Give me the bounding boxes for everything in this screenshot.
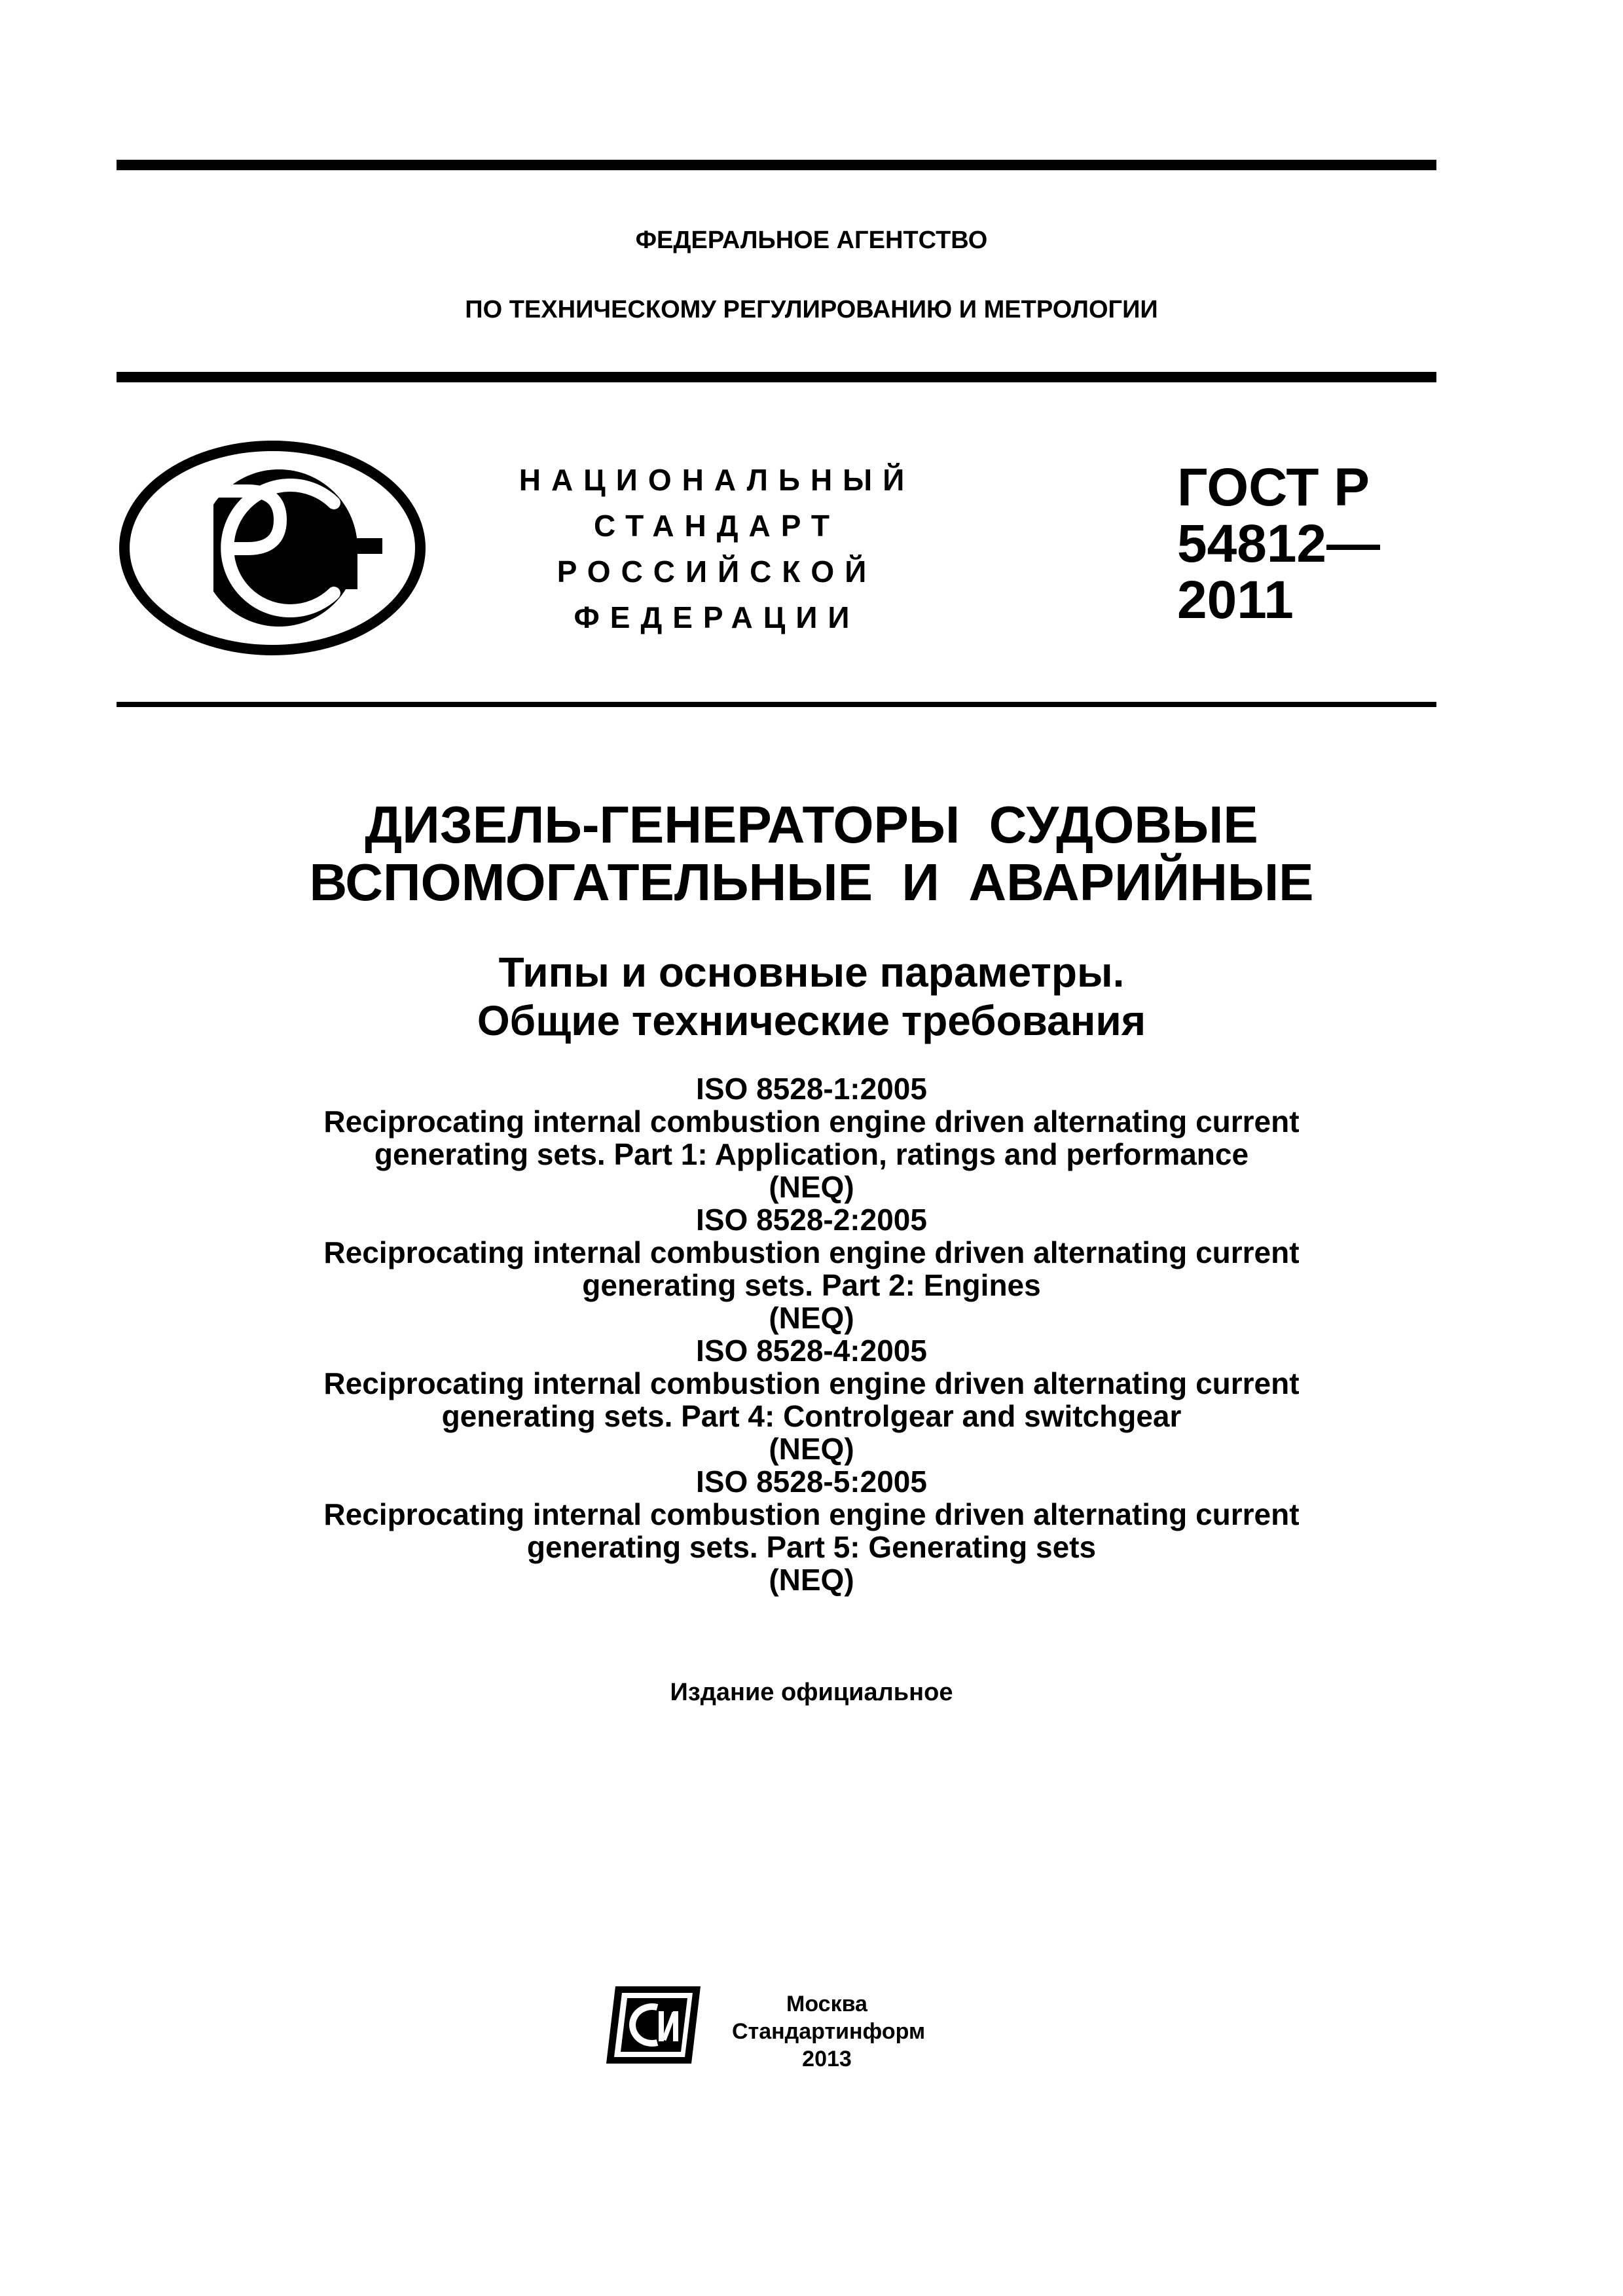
agency-rule: [117, 372, 1436, 382]
iso-title-line: Reciprocating internal combustion engine driven alternating current: [323, 1497, 1300, 1531]
top-rule: [117, 160, 1436, 170]
iso-code: ISO 8528-4:2005: [696, 1334, 927, 1368]
gost-line-3: 2011: [1177, 570, 1294, 630]
standard-type: [488, 457, 946, 640]
agency-line-1: ФЕДЕРАЛЬНОЕ АГЕНТСТВО: [635, 227, 988, 254]
standard-type-line-3: РОССИЙСКОЙ: [556, 555, 877, 589]
publisher-logo: [604, 1984, 703, 2066]
rst-logo: [118, 440, 427, 656]
iso-equivalence: (NEQ): [769, 1432, 854, 1466]
iso-title-line: Reciprocating internal combustion engine driven alternating current: [323, 1104, 1300, 1139]
standard-type-line-2: СТАНДАРТ: [594, 509, 840, 543]
publisher-year: 2013: [802, 2047, 852, 2071]
iso-title-line: Reciprocating internal combustion engine driven alternating current: [323, 1366, 1300, 1400]
iso-equivalence: (NEQ): [769, 1563, 854, 1597]
agency-line-2: ПО ТЕХНИЧЕСКОМУ РЕГУЛИРОВАНИЮ И МЕТРОЛОГИИ: [465, 296, 1158, 323]
iso-code: ISO 8528-2:2005: [696, 1203, 927, 1237]
iso-title-line: generating sets. Part 5: Generating sets: [526, 1530, 1097, 1564]
iso-title-line: generating sets. Part 2: Engines: [582, 1268, 1041, 1302]
iso-title-line: generating sets. Part 4: Controlgear and switchgear: [441, 1399, 1182, 1433]
rst-mark-icon: [118, 440, 427, 656]
gost-line-2: 54812—: [1177, 514, 1381, 574]
iso-code: ISO 8528-5:2005: [696, 1465, 927, 1499]
iso-title-line: generating sets. Part 1: Application, ratings and performance: [374, 1137, 1249, 1171]
header-rule: [117, 702, 1436, 707]
subtitle-line-1: Типы и основные параметры.: [498, 949, 1125, 996]
iso-code: ISO 8528-1:2005: [696, 1072, 927, 1106]
standard-type-line-4: ФЕДЕРАЦИИ: [574, 600, 860, 634]
iso-equivalence: (NEQ): [769, 1170, 854, 1204]
iso-references: [0, 1072, 1623, 1596]
gost-designation: [1177, 460, 1380, 629]
standard-type-line-1: НАЦИОНАЛЬНЫЙ: [519, 463, 915, 497]
edition-note: Издание официальное: [670, 1679, 953, 1706]
gost-line-1: ГОСТ Р: [1177, 458, 1370, 517]
iso-equivalence: (NEQ): [769, 1301, 854, 1335]
title-line-2: ВСПОМОГАТЕЛЬНЫЕ И АВАРИЙНЫЕ: [309, 853, 1314, 911]
subtitle-line-2: Общие технические требования: [477, 997, 1146, 1044]
publisher-city: Москва: [786, 1992, 867, 2016]
document-subtitle: [0, 948, 1623, 1045]
publisher-info: [732, 1990, 926, 2073]
sti-logo-icon: [604, 1984, 703, 2066]
title-line-1: ДИЗЕЛЬ-ГЕНЕРАТОРЫ СУДОВЫЕ: [365, 795, 1258, 854]
publisher-name: Стандартинформ: [732, 2019, 926, 2044]
iso-title-line: Reciprocating internal combustion engine driven alternating current: [323, 1235, 1300, 1269]
document-title: [0, 796, 1623, 911]
